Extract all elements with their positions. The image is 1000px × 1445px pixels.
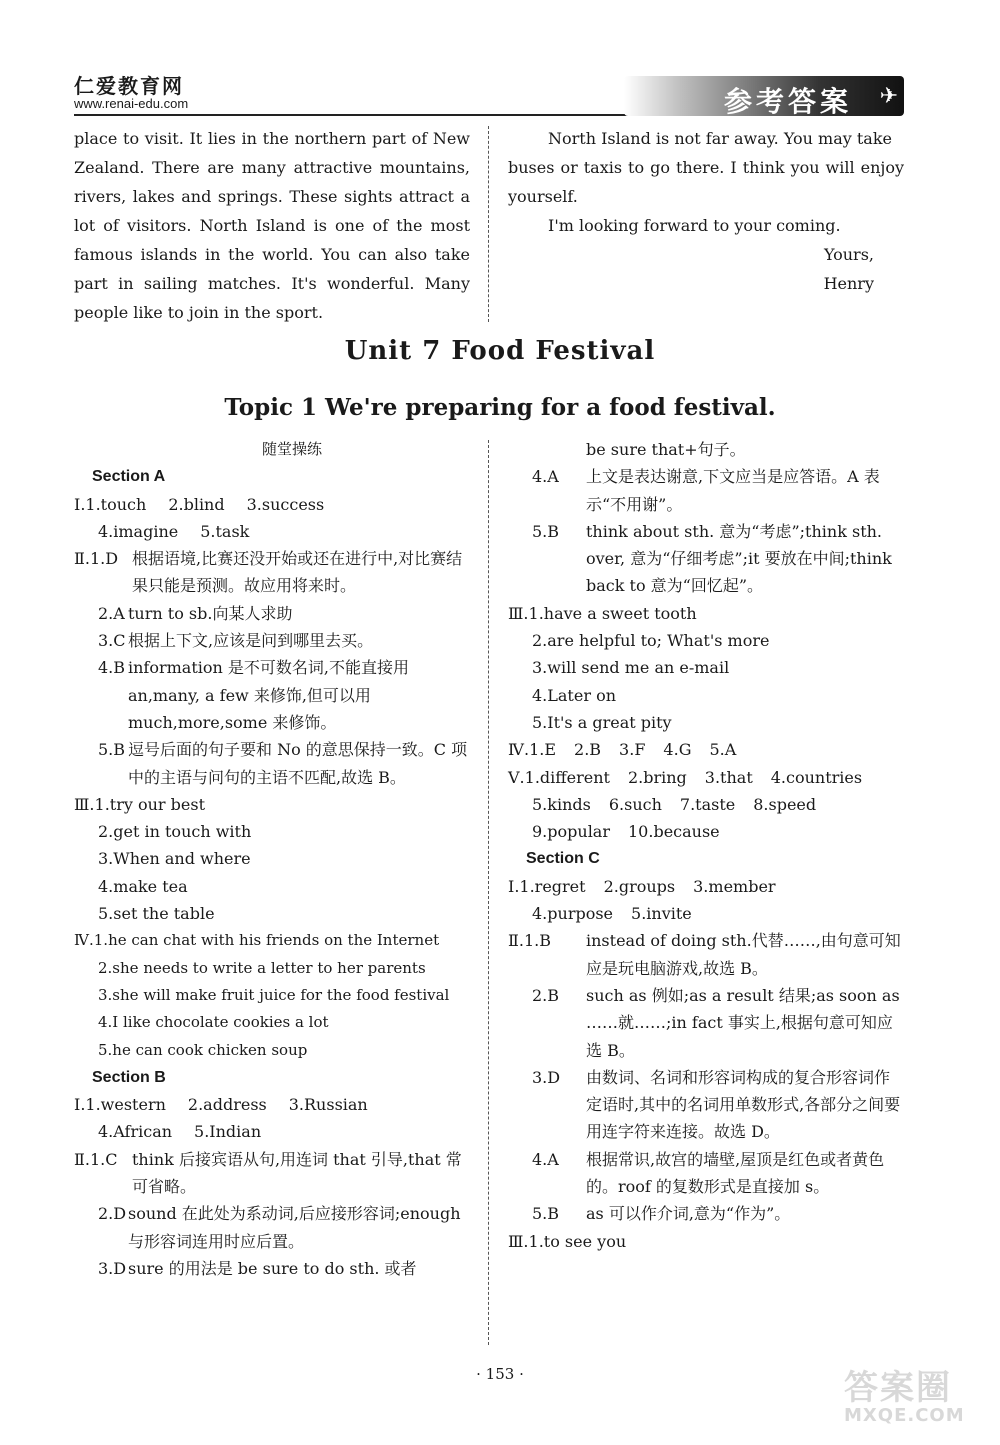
answer-number: Ⅱ.1.C bbox=[74, 1149, 118, 1169]
answer-item: 3.When and where bbox=[98, 849, 251, 869]
answer-explanation: 由数词、名词和形容词构成的复合形容词作定语时,其中的名词用单数形式,各部分之间要用连字符来连接。故选 D。 bbox=[586, 1067, 901, 1142]
answer-item: 3.success bbox=[246, 494, 325, 514]
answer-row bbox=[74, 1118, 470, 1145]
answer-explanation: sound 在此处为系动词,后应接形容词;enough 与形容词连用时应后置。 bbox=[128, 1204, 461, 1251]
answer-item: 6.such bbox=[608, 794, 662, 814]
answer-row bbox=[508, 682, 904, 709]
answer-row bbox=[508, 1200, 904, 1227]
column-divider bbox=[488, 126, 489, 322]
answer-row bbox=[74, 955, 470, 982]
section-heading: Section C bbox=[526, 850, 600, 868]
answer-explanation: think 后接宾语从句,用连词 that 引导,that 常可省略。 bbox=[132, 1149, 462, 1197]
answer-item: Ⅳ.1.E bbox=[508, 740, 557, 760]
answer-explanation: instead of doing sth.代替……,由句意可知应是玩电脑游戏,故选 B。 bbox=[586, 931, 901, 978]
practice-subheading: 随堂操练 bbox=[261, 440, 322, 458]
answer-row bbox=[74, 1009, 470, 1036]
letter-line: place to visit. It lies in the northern part of New bbox=[74, 129, 470, 148]
answer-explanation: sure 的用法是 be sure to do sth. 或者 bbox=[128, 1258, 417, 1278]
answer-row bbox=[74, 982, 470, 1009]
letter-right-column bbox=[508, 124, 904, 298]
answer-item: Ⅴ.1.different bbox=[508, 767, 610, 787]
answer-row bbox=[508, 927, 904, 982]
answer-number: 5.B bbox=[532, 1204, 560, 1224]
letter-line: yourself. bbox=[508, 187, 578, 206]
answer-row bbox=[74, 873, 470, 900]
answer-item: 2.she needs to write a letter to her parents bbox=[98, 958, 426, 977]
answer-explanation: 逗号后面的句子要和 No 的意思保持一致。C 项中的主语与问句的主语不匹配,故选 B。 bbox=[128, 740, 468, 787]
answer-row bbox=[74, 1091, 470, 1118]
answer-item: 9.popular bbox=[532, 822, 610, 842]
answer-item: Ⅲ.1.to see you bbox=[508, 1231, 627, 1251]
answer-explanation: be sure that+句子。 bbox=[586, 440, 746, 459]
answer-item: Ⅳ.1.he can chat with his friends on the Internet bbox=[74, 931, 440, 950]
answer-row bbox=[508, 900, 904, 927]
answer-item: 5.he can cook chicken soup bbox=[98, 1040, 308, 1059]
answer-item: 3.Russian bbox=[288, 1095, 368, 1115]
column-divider bbox=[488, 440, 489, 1345]
answer-row bbox=[508, 1228, 904, 1255]
answer-row bbox=[508, 982, 904, 1064]
answer-item: Ⅲ.1.try our best bbox=[74, 794, 206, 814]
answer-number: 3.C bbox=[98, 631, 126, 651]
page-number: · 153 · bbox=[476, 1365, 524, 1383]
answer-row bbox=[508, 818, 904, 845]
letter-closing: Yours, bbox=[823, 245, 874, 264]
answer-item: 3.that bbox=[704, 767, 753, 787]
answer-item: 4.I like chocolate cookies a lot bbox=[98, 1013, 329, 1032]
answer-item: 2.groups bbox=[603, 876, 676, 896]
answer-number: 2.B bbox=[532, 985, 560, 1005]
answer-row bbox=[508, 654, 904, 681]
answer-row bbox=[74, 1146, 470, 1201]
watermark-top: 答案圈 bbox=[844, 1368, 952, 1408]
answer-explanation: think about sth. 意为“考虑”;think sth. over, 意为“仔细考虑”;it 要放在中间;think back to 意为“回忆起”。 bbox=[586, 521, 892, 596]
answer-explanation: turn to sb.向某人求助 bbox=[128, 603, 293, 623]
page-header bbox=[74, 70, 904, 118]
answer-row bbox=[74, 1037, 470, 1064]
answer-row bbox=[74, 1200, 470, 1255]
answer-banner bbox=[624, 76, 904, 116]
letter-line: lot of visitors. North Island is one of the most bbox=[74, 216, 470, 235]
answer-item: 5.set the table bbox=[98, 904, 215, 924]
answer-row bbox=[508, 791, 904, 818]
answer-item: 2.blind bbox=[168, 494, 225, 514]
letter-line: famous islands in the world. You can also take bbox=[74, 245, 470, 264]
answer-number: 5.B bbox=[532, 521, 560, 541]
answer-explanation: information 是不可数名词,不能直接用 an,many, a few 来修饰,但可以用 much,more,some 来修饰。 bbox=[128, 658, 409, 732]
answer-number: 3.D bbox=[98, 1258, 127, 1278]
answer-item: 4.purpose bbox=[532, 904, 614, 924]
banner-title: 参考答案 bbox=[723, 85, 852, 118]
answer-number: 2.A bbox=[98, 603, 125, 623]
answer-number: 2.D bbox=[98, 1204, 127, 1224]
answer-item: 2.B bbox=[574, 740, 602, 760]
answer-number: 5.B bbox=[98, 740, 126, 760]
answer-explanation: as 可以作介词,意为“作为”。 bbox=[586, 1204, 791, 1224]
brand-url: www.renai-edu.com bbox=[74, 96, 189, 111]
watermark bbox=[844, 1360, 984, 1430]
answer-item: 5.invite bbox=[631, 904, 692, 924]
answer-item: 2.bring bbox=[627, 767, 687, 787]
answer-item: Ⅰ.1.western bbox=[74, 1095, 166, 1115]
letter-line: I'm looking forward to your coming. bbox=[548, 216, 841, 235]
brand-name: 仁爱教育网 bbox=[74, 74, 184, 98]
answer-row bbox=[74, 627, 470, 654]
letter-line: North Island is not far away. You may take bbox=[548, 129, 893, 148]
answer-explanation: 根据常识,故宫的墙壁,屋顶是红色或者黄色的。roof 的复数形式是直接加 s。 bbox=[586, 1149, 885, 1197]
answer-item: 3.will send me an e-mail bbox=[532, 658, 730, 678]
answer-row bbox=[74, 791, 470, 818]
answer-row bbox=[74, 845, 470, 872]
letter-line: rivers, lakes and springs. These sights attract a bbox=[74, 187, 470, 206]
answer-item: 10.because bbox=[628, 822, 720, 842]
answer-item: 4.imagine bbox=[98, 521, 179, 541]
answer-row bbox=[74, 654, 470, 736]
answer-explanation: 根据语境,比赛还没开始或还在进行中,对比赛结果只能是预测。故应用将来时。 bbox=[132, 549, 463, 596]
answer-number: 4.A bbox=[532, 467, 559, 487]
section-heading: Section A bbox=[92, 468, 166, 486]
section-heading: Section B bbox=[92, 1068, 166, 1086]
watermark-bottom: MXQE.COM bbox=[844, 1405, 965, 1426]
topic-title: Topic 1 We're preparing for a food festival. bbox=[224, 394, 776, 421]
answer-item: 2.address bbox=[187, 1095, 267, 1115]
answer-item: 2.are helpful to; What's more bbox=[532, 631, 770, 651]
answer-row bbox=[508, 764, 904, 791]
answer-row bbox=[74, 736, 470, 791]
answer-row bbox=[508, 463, 904, 518]
answer-item: 4.G bbox=[663, 740, 692, 760]
answer-explanation: 根据上下文,应该是问到哪里去买。 bbox=[128, 631, 374, 651]
answer-row bbox=[74, 545, 470, 600]
answer-row bbox=[508, 1146, 904, 1201]
answer-row bbox=[508, 1064, 904, 1146]
answer-explanation: 上文是表达谢意,下文应当是应答语。A 表示“不用谢”。 bbox=[586, 467, 880, 514]
answer-item: 2.get in touch with bbox=[98, 822, 252, 842]
answer-item: Ⅰ.1.touch bbox=[74, 494, 147, 514]
answer-item: 3.F bbox=[619, 740, 646, 760]
letter-left-column bbox=[74, 124, 470, 327]
letter-line: people like to join in the sport. bbox=[74, 303, 324, 322]
answer-row bbox=[74, 900, 470, 927]
answer-item: 4.countries bbox=[770, 767, 863, 787]
answer-number: 4.A bbox=[532, 1149, 559, 1169]
answer-row bbox=[508, 600, 904, 627]
answer-item: 7.taste bbox=[679, 794, 736, 814]
answer-row bbox=[508, 436, 904, 463]
answer-item: Ⅰ.1.regret bbox=[508, 876, 586, 896]
answer-row bbox=[74, 818, 470, 845]
header-rule bbox=[74, 114, 674, 116]
answer-row bbox=[74, 600, 470, 627]
answer-number: Ⅱ.1.D bbox=[74, 549, 119, 569]
answers-left-column bbox=[74, 436, 470, 1282]
letter-line: buses or taxis to go there. I think you will enjoy bbox=[508, 158, 904, 177]
answer-row bbox=[508, 627, 904, 654]
answer-item: 5.Indian bbox=[194, 1122, 262, 1142]
answer-explanation: such as 例如;as a result 结果;as soon as ……就……;in fact 事实上,根据句意可知应选 B。 bbox=[586, 985, 900, 1060]
answer-item: Ⅲ.1.have a sweet tooth bbox=[508, 603, 697, 623]
answer-row bbox=[74, 518, 470, 545]
answer-row bbox=[508, 709, 904, 736]
answer-item: 4.Later on bbox=[532, 685, 616, 705]
answer-item: 4.make tea bbox=[98, 876, 188, 896]
answer-row bbox=[74, 1255, 470, 1282]
answer-item: 3.she will make fruit juice for the food festival bbox=[98, 985, 450, 1004]
answer-number: 3.D bbox=[532, 1067, 561, 1087]
answer-row bbox=[508, 518, 904, 600]
answer-row bbox=[74, 927, 470, 954]
answer-item: 4.African bbox=[98, 1122, 173, 1142]
letter-line: part in sailing matches. It's wonderful. Many bbox=[74, 274, 470, 293]
answers-right-column bbox=[508, 436, 904, 1255]
bird-logo-icon: ✈ bbox=[879, 84, 898, 109]
letter-signature: Henry bbox=[823, 274, 874, 293]
answer-row bbox=[508, 736, 904, 763]
letter-line: Zealand. There are many attractive mountains, bbox=[74, 158, 470, 177]
answer-number: 4.B bbox=[98, 658, 126, 678]
answer-item: 3.member bbox=[693, 876, 776, 896]
answer-row bbox=[74, 491, 470, 518]
answer-item: 5.It's a great pity bbox=[532, 712, 672, 732]
answer-item: 5.A bbox=[709, 740, 737, 760]
answer-row bbox=[508, 873, 904, 900]
unit-title: Unit 7 Food Festival bbox=[344, 336, 656, 366]
answer-item: 5.kinds bbox=[532, 794, 591, 814]
answer-item: 5.task bbox=[200, 521, 250, 541]
answer-number: Ⅱ.1.B bbox=[508, 931, 551, 951]
answer-item: 8.speed bbox=[753, 794, 817, 814]
